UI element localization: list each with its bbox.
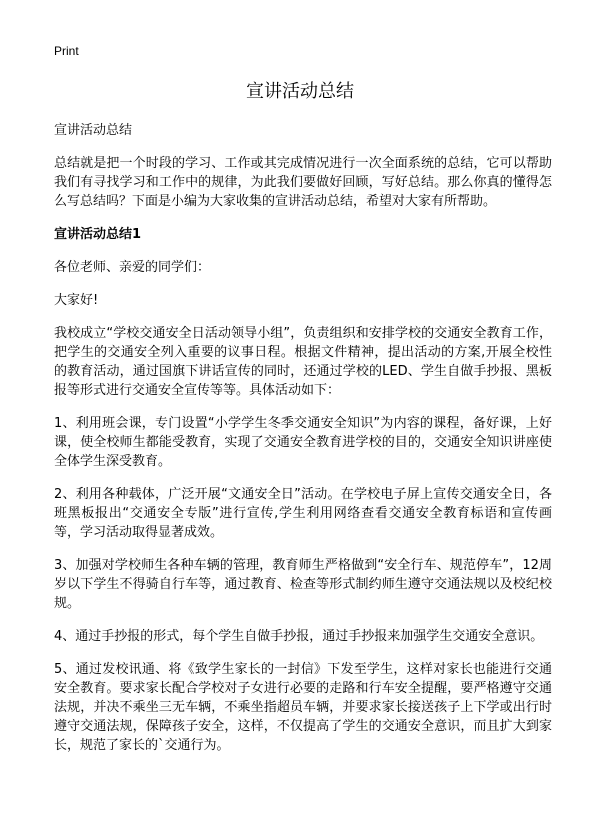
list-item-1: 1、利用班会课，专门设置“小学学生冬季交通安全知识”为内容的课程，备好课，上好课，使全校师生都能受教育，实现了交通安全教育进学校的目的，交通安全知识讲座使全体学生深受教育。 — [54, 416, 552, 469]
intro-paragraph: 总结就是把一个时段的学习、工作或其完成情况进行一次全面系统的总结，它可以帮助我们有寻找学习和工作中的规律，为此我们要做好回顾，写好总结。那么你真的懂得怎么写总结吗？下面是小编为大家收集的宣讲活动总结，希望对大家有所帮助。 — [54, 156, 552, 209]
hello-paragraph: 大家好! — [54, 293, 99, 308]
list-item-5: 5、通过发校讯通、将《致学生家长的一封信》下发至学生，这样对家长也能进行交通安全教育。要求家长配合学校对子女进行必要的走路和行车安全提醒，要严格遵守交通法规，并决不乘坐三无车辆，不乘坐指超员车辆，并要求家长接送孩子上下学或出行时遵守交通法规，保障孩子安全，这样，不仅提高了学生的交通安全意识，而且扩大到家长，规范了家长的`交通行为。 — [54, 662, 552, 753]
page-title: 宣讲活动总结 — [246, 81, 354, 102]
list-item-4: 4、通过手抄报的形式，每个学生自做手抄报，通过手抄报来加强学生交通安全意识。 — [54, 629, 544, 644]
list-item-2: 2、利用各种载体，广泛开展“文通安全日”活动。在学校电子屏上宣传交通安全日，各班黑板报出“交通安全专版”进行宣传,学生利用网络查看交通安全教育标语和宣传画等，学习活动取得显著成效。 — [54, 487, 552, 540]
article-subtitle: 宣讲活动总结 — [54, 123, 133, 138]
section-heading: 宣讲活动总结1 — [54, 227, 142, 242]
body-paragraph: 我校成立“学校交通安全日活动领导小组”，负责组织和安排学校的交通安全教育工作，把学生的交通安全列入重要的议事日程。根据文件精神，提出活动的方案,开展全校性的教育活动，通过国旗下讲话宣传的同时，还通过学校的LED、学生自做手抄报、黑板报等形式进行交通安全宣传等等。具体活动如下： — [54, 326, 552, 398]
list-item-3: 3、加强对学校师生各种车辆的管理，教育师生严格做到“安全行车、规范停车”，12周岁以下学生不得骑自行车等，通过教育、检查等形式制约师生遵守交通法规以及校纪校规。 — [54, 558, 552, 611]
article-body — [54, 121, 552, 769]
print-link[interactable]: Print — [54, 44, 79, 58]
greeting-paragraph: 各位老师、亲爱的同学们： — [54, 260, 211, 275]
